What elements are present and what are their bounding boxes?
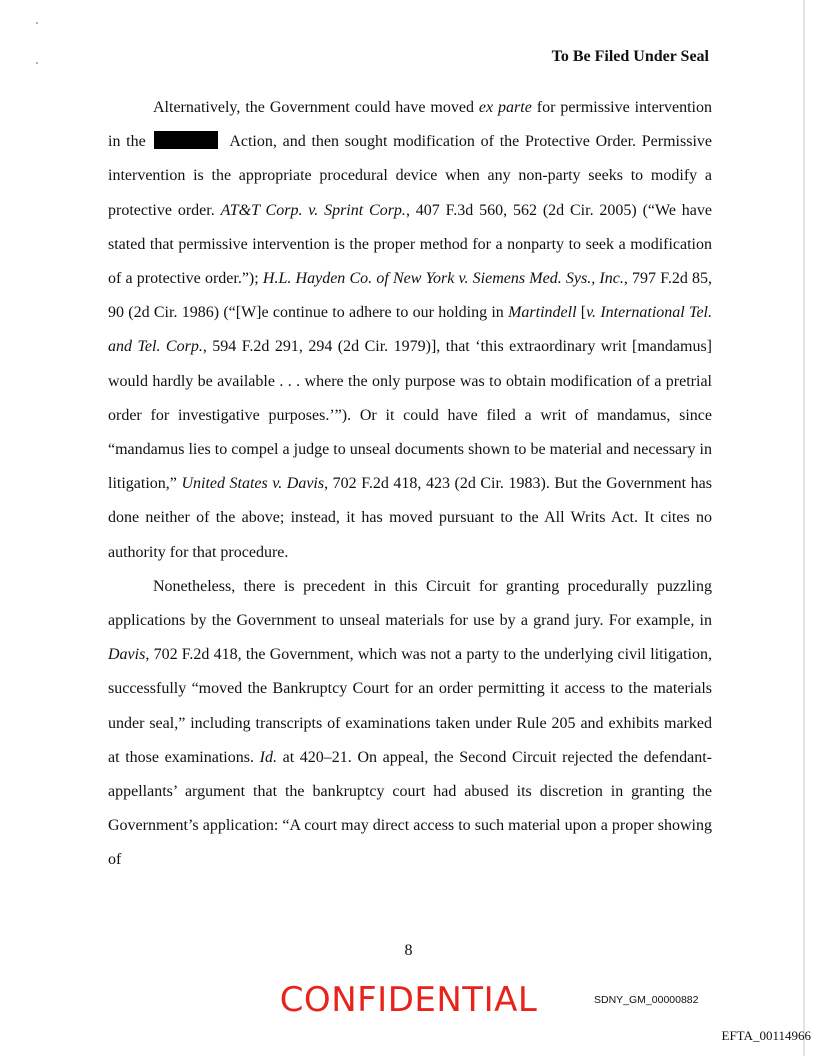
- body-text-segment: Action, and then sought modification of the Protective Order. Permissive intervention is the appropriate procedural device when any non-party seeks to modify a protective order.: [108, 133, 712, 219]
- confidential-stamp: CONFIDENTIAL: [279, 980, 538, 1020]
- body-text-segment: , 407 F.3d 560, 562 (2d Cir. 2005) (“We have stated that permissive intervention is the proper method for a nonparty to seek a modification of a protective order.”);: [108, 201, 713, 288]
- scan-speck: [36, 22, 38, 24]
- document-body: [108, 91, 712, 878]
- body-paragraph: [108, 91, 712, 570]
- body-text-segment: , 702 F.2d 418, 423 (2d Cir. 1983). But the Government has done neither of the above; instead, it has moved pursuant to the All Writs Act. It cites no authority for that procedure.: [108, 475, 712, 561]
- body-text-segment: at 420–21. On appeal, the Second Circuit rejected the defendant-appellants’ argument that the bankruptcy court had abused its discretion in granting the Government’s application: “A court may direct access to such material upon a proper showing of: [108, 748, 713, 869]
- body-text-segment: [: [576, 304, 587, 322]
- efta-number: EFTA_00114966: [721, 1028, 811, 1043]
- italic-citation-text: Martindell: [508, 304, 577, 322]
- italic-citation-text: Id.: [259, 748, 277, 766]
- body-text-segment: , 797 F.2d 85, 90 (2d Cir. 1986) (“[W]e continue to adhere to our holding in: [108, 270, 713, 322]
- italic-citation-text: ex parte: [478, 99, 532, 116]
- scan-speck: [36, 62, 38, 64]
- page-edge-shadow: [803, 0, 805, 1056]
- body-text-segment: , 702 F.2d 418, the Government, which was not a party to the underlying civil litigation, successfully “moved the Bankruptcy Court for an order permitting it access to the materials under seal,” including transcripts of examinations taken under Rule 205 and exhibits marked at those examinations.: [108, 646, 712, 766]
- italic-citation-text: Davis: [108, 646, 146, 664]
- italic-citation-text: H.L. Hayden Co. of New York v. Siemens Med. Sys., Inc.: [262, 270, 624, 288]
- body-text-segment: for permissive intervention in the: [108, 99, 712, 151]
- seal-notice-header: To Be Filed Under Seal: [551, 48, 709, 65]
- body-text-segment: , 594 F.2d 291, 294 (2d Cir. 1979)], that ‘this extraordinary writ [mandamus] would hardly be available . . . where the only purpose was to obtain modification of a pretrial order for investigative purposes.’”). Or it could have filed a writ of mandamus, since “mandamus lies to compel a judge to unseal documents shown to be material and necessary in litigation,”: [108, 338, 713, 493]
- body-text-segment: Alternatively, the Government could have moved: [153, 99, 479, 116]
- italic-citation-text: v. International Tel. and Tel. Corp.: [108, 304, 713, 356]
- page-number: 8: [404, 942, 413, 959]
- body-text-segment: Nonetheless, there is precedent in this Circuit for granting procedurally puzzling applications by the Government to unseal materials for use by a grand jury. For example, in: [108, 577, 712, 630]
- italic-citation-text: AT&T Corp. v. Sprint Corp.: [220, 201, 406, 219]
- bates-number: SDNY_GM_00000882: [594, 994, 699, 1006]
- italic-citation-text: United States v. Davis: [181, 475, 325, 493]
- body-paragraph: [108, 570, 712, 878]
- redaction-box: [154, 131, 218, 149]
